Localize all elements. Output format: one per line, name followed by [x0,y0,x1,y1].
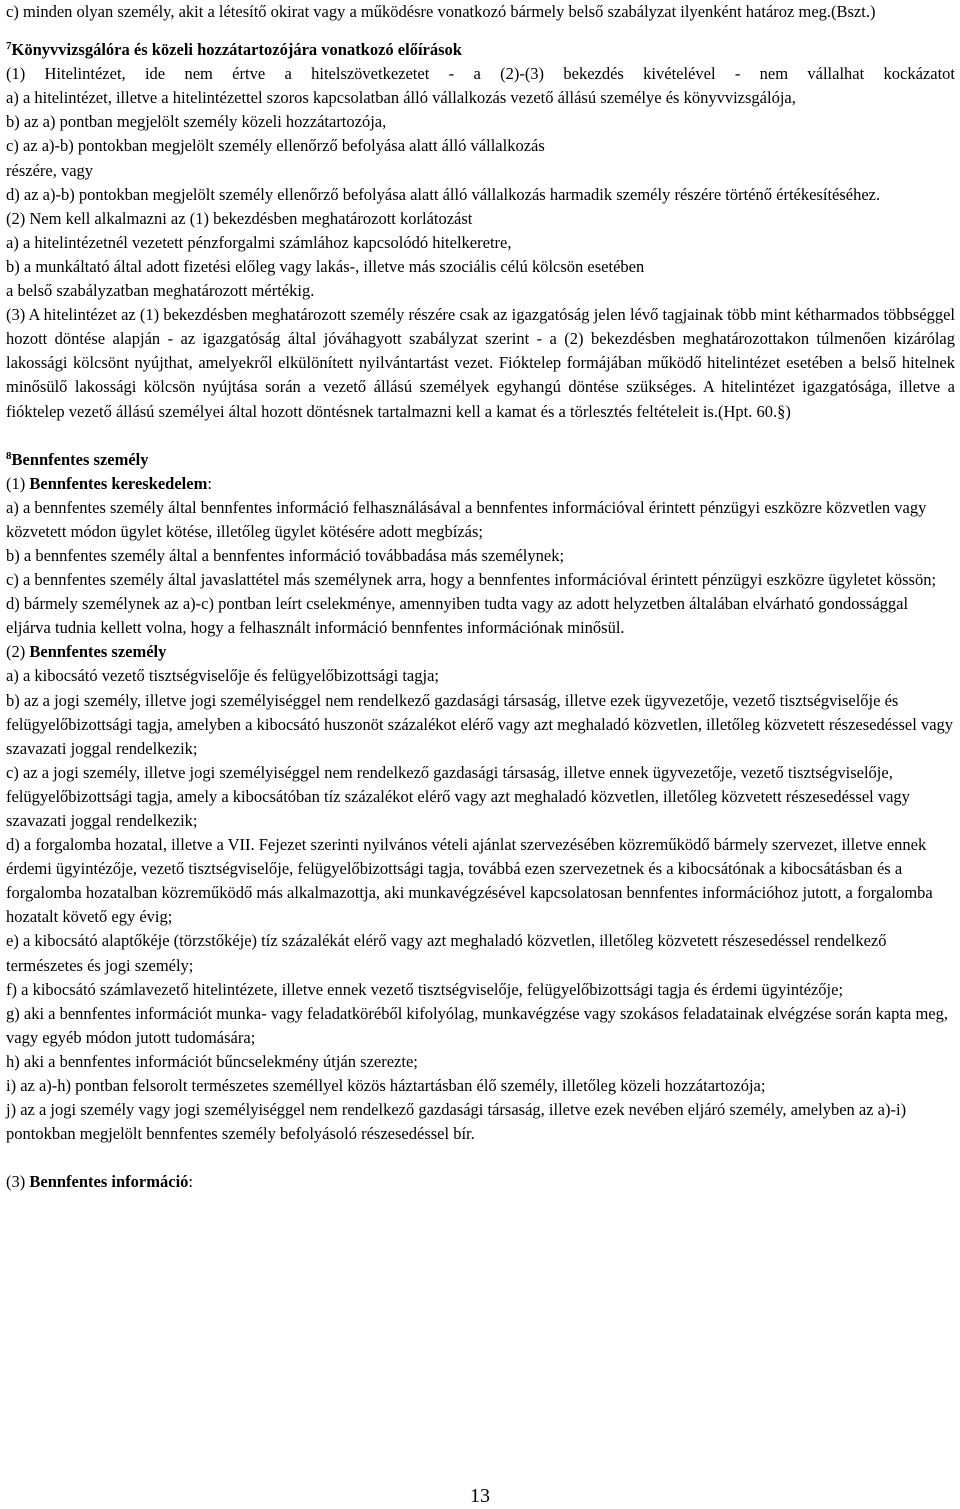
body-text: (3) A hitelintézet az (1) bekezdésben meghatározott személy részére csak az igazgatóság jelen lévő tagjainak több mint kétharmados többséggel hozott döntése alapján - az igazgatóság által jóváhagyott szabályzat szerint - a (2) bekezdésben meghatározottakon túlmenően kizárólag lakossági kölcsönt nyújthat, amelyekről elkülönített nyilvántartást vezet. Fióktelep formájában működő hitelintézet esetében a belső hitelnek minősülő lakossági kölcsön nyújtása során a vezető állású személyek egyhangú döntése szükséges. A hitelintézet igazgatósága, illetve a fióktelep vezető állású személyei által hozott döntésnek tartalmazni kell a kamat és a törlesztés feltételeit is.(Hpt. 60.§) [6,305,955,421]
section-heading-8 [6,448,955,472]
list-item: a) a kibocsátó vezető tisztségviselője és felügyelőbizottsági tagja; [6,666,439,686]
subsection-prefix: (1) [6,473,30,493]
subsection-heading-2 [6,640,955,664]
list-item: g) aki a bennfentes információt munka- vagy feladatköréből kifolyólag, munkavégzése vagy szokásos feladatainak elvégzése során kapta meg, vagy egyéb módon jutott tudomására; [6,1003,948,1047]
footnote-marker: 8 [6,449,12,462]
section-title: Könyvvizsgálóra és közeli hozzátartozójára vonatkozó előírások [11,40,462,60]
list-item: b) a bennfentes személy által a bennfentes információ továbbadása más személynek; [6,545,565,565]
list-item: h) aki a bennfentes információt bűncselekmény útján szerezte; [6,1051,418,1071]
list-item: d) a forgalomba hozatal, illetve a VII. Fejezet szerinti nyilvános vételi ajánlat szervezésében közreműködő bármely szervezet, illetve ennek érdemi ügyintézője, vezető tisztségviselője, felügyelőbizottsági tagja, továbbá ezen szervezetnek és a kibocsátónak a kibocsátásban és a forgalomba hozatalban közreműködő más alkalmazottja, aki munkavégzésével kapcsolatosan bennfentes információhoz jutott, a forgalomba hozatalt követő egy évig; [6,835,933,927]
subsection-prefix: (2) [6,642,30,662]
subsection-label: Bennfentes kereskedelem [29,473,208,493]
section-heading-7 [6,38,955,62]
body-text: c) minden olyan személy, akit a létesítő okirat vagy a működésre vonatkozó bármely belső szabályzat ilyenként határoz meg.(Bszt.) [6,2,876,21]
body-text: c) az a)-b) pontokban megjelölt személy ellenőrző befolyása alatt álló vállalkozás [6,136,545,156]
list-item: b) az a jogi személy, illetve jogi személyiséggel nem rendelkező gazdasági társaság, illetve ezek ügyvezetője, vezető tisztségviselője és felügyelőbizottsági tagja, amelyben a kibocsátó huszonöt százalékot elérő vagy azt meghaladó közvetlen, illetőleg közvetett részesedéssel vagy szavazati joggal rendelkezik; [6,690,954,758]
subsection-heading-3 [6,1170,955,1194]
section-title: Bennfentes személy [11,449,149,469]
spacer [6,24,955,38]
list-item: i) az a)-h) pontban felsorolt természetes személlyel közös háztartásban élő személy, illetőleg közeli hozzátartozója; [6,1076,766,1096]
body-text: a) a hitelintézetnél vezetett pénzforgalmi számlához kapcsolódó hitelkeretre, [6,232,512,252]
subsection-suffix: : [207,473,212,493]
body-text: részére, vagy [6,160,94,180]
list-item: a) a bennfentes személy által bennfentes információ felhasználásával a bennfentes információval érintett pénzügyi eszközre közvetlen vagy közvetett módon ügylet kötése, illetőleg ügylet kötésére adott megbízás; [6,497,927,541]
list-item: j) az a jogi személy vagy jogi személyiséggel nem rendelkező gazdasági társaság, illetve ezek nevében eljáró személy, amelyben az a)-i) pontokban megjelölt bennfentes személy befolyásoló részesedéssel bír. [6,1100,907,1144]
body-text: a belső szabályzatban meghatározott mértékig. [6,281,315,301]
body-text: (2) Nem kell alkalmazni az (1) bekezdésben meghatározott korlátozást [6,208,473,228]
body-text: a) a hitelintézet, illetve a hitelintézettel szoros kapcsolatban álló vállalkozás vezető állású személye és könyvvizsgálója, [6,88,796,108]
subsection-label: Bennfentes személy [29,642,167,662]
list-item: c) a bennfentes személy által javaslattétel más személynek arra, hogy a bennfentes információval érintett pénzügyi eszközre ügyletet kössön; [6,570,937,590]
subsection-prefix: (3) [6,1172,30,1192]
subsection-heading-1 [6,472,955,496]
spacer [6,1146,955,1170]
list-item: d) bármely személynek az a)-c) pontban leírt cselekménye, amennyiben tudta vagy az adott helyzetben általában elvárható gondossággal eljárva tudnia kellett volna, hogy a felhasznált információ bennfentes információnak minősül. [6,594,909,638]
list-item: e) a kibocsátó alaptőkéje (törzstőkéje) tíz százalékát elérő vagy azt meghaladó közvetlen, illetőleg közvetett részesedéssel rendelkező természetes és jogi személy; [6,931,887,975]
body-text: b) az a) pontban megjelölt személy közeli hozzátartozója, [6,112,387,132]
page-number: 13 [470,1485,490,1507]
list-item: c) az a jogi személy, illetve jogi személyiséggel nem rendelkező gazdasági társaság, illetve ennek ügyvezetője, vezető tisztségviselője, felügyelőbizottsági tagja, amely a kibocsátóban tíz százalékot elérő vagy azt meghaladó közvetlen, illetőleg közvetett részesedéssel vagy szavazati joggal rendelkezik; [6,762,910,830]
subsection-suffix: : [188,1172,193,1192]
body-text: b) a munkáltató által adott fizetési előleg vagy lakás-, illetve más szociális célú kölcsön esetében [6,256,645,276]
list-item: f) a kibocsátó számlavezető hitelintézete, illetve ennek vezető tisztségviselője, felügyelőbizottsági tagja és érdemi ügyintézője; [6,979,844,999]
body-text: (1) Hitelintézet, ide nem értve a hitelszövetkezetet - a (2)-(3) bekezdés kivételével - nem vállalhat kockázatot [6,64,955,84]
subsection-label: Bennfentes információ [29,1172,189,1192]
spacer [6,424,955,448]
footnote-marker: 7 [6,40,12,53]
body-text: d) az a)-b) pontokban megjelölt személy ellenőrző befolyása alatt álló vállalkozás harmadik személy részére történő értékesítéséhez. [6,184,881,204]
